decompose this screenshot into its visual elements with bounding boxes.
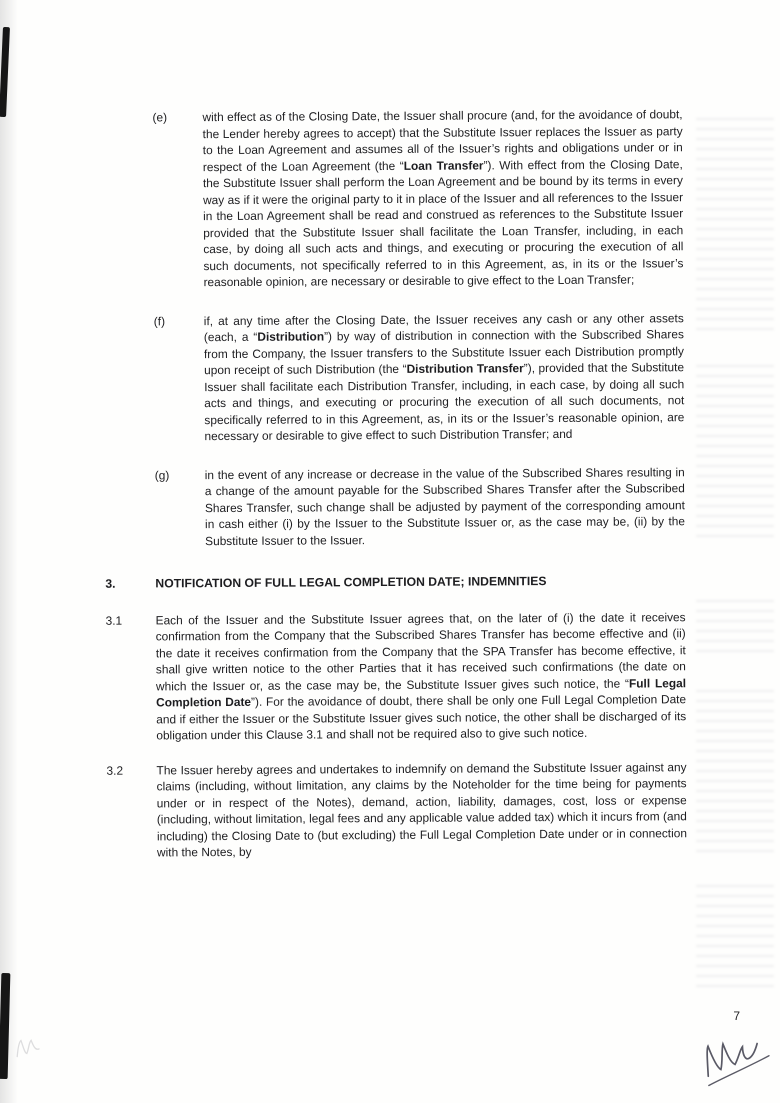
text-segment: if, at any time after the Closing Date, the Issuer receives any cash or any other assets (each, a “ [203, 310, 684, 345]
section-number: 3. [105, 576, 116, 591]
list-item-label: (e) [152, 110, 168, 125]
list-item-e [152, 106, 683, 291]
list-item-g [155, 464, 685, 550]
pencil-mark [9, 1031, 49, 1068]
page-number: 7 [733, 1009, 740, 1023]
defined-term: Distribution [257, 329, 325, 344]
clause-number: 3.2 [106, 763, 124, 778]
list-item-label: (g) [154, 467, 170, 482]
clause-text [156, 759, 687, 861]
scan-artifact-bottom-left [0, 973, 10, 1079]
section-heading [105, 572, 685, 592]
text-segment: in the event of any increase or decrease in the value of the Subscribed Shares resulting in a change of the amount payable for the Subscribed Shares Transfer after the Subscribed Shares Transfer, such change shall be adjusted by payment of the corresponding amount in cash either (i) by the Issuer to the Substitute Issuer or, as the case may be, (ii) by the Substitute Issuer to the Issuer. [204, 464, 686, 548]
defined-term: Distribution Transfer [406, 361, 524, 376]
clause-number: 3.1 [105, 613, 123, 628]
text-segment: ”), provided that the Substitute Issuer shall facilitate each Distribution Transfer, including, in each case, by doing all such acts and things, and executing or procuring the execution of all such documents, not specifically referred to in this Agreement, as, in its or the Issuer’s reasonable opinion, are necessary or desirable to give effect to such Distribution Transfer; and [204, 360, 685, 444]
clause-3-1 [106, 609, 687, 745]
text-segment: Each of the Issuer and the Substitute Issuer agrees that, on the later of (i) the date it receives confirmation from the Company that the Subscribed Shares Transfer has become effective and (ii) the date it receives confirmation from the Company that the SPA Transfer has become effective, it shall give written notice to the other Parties that it has received such confirmations (the date on which the Issuer or, as the case may be, the Substitute Issuer gives such notice, the “ [155, 609, 686, 693]
defined-term: Loan Transfer [403, 157, 484, 173]
text-segment: with effect as of the Closing Date, the Issuer shall procure (and, for the avoidance of doubt, the Lender hereby agrees to accept) that the Substitute Issuer replaces the Issuer as party to the Loan Agreement and assumes all of the Issuer’s rights and obligations under or in respect of the Loan Agreement (the “ [202, 107, 683, 174]
text-segment: ”). For the avoidance of doubt, there shall be only one Full Legal Completion Date and if either the Issuer or the Substitute Issuer gives such notice, the other shall be discharged of its obligation under this Clause 3.1 and shall not be required also to give such notice. [156, 692, 687, 743]
clause-text [156, 609, 687, 744]
list-item-label: (f) [153, 313, 166, 328]
list-item-text [205, 464, 685, 549]
list-item-text [204, 310, 685, 445]
text-segment: ”). With effect from the Closing Date, the Substitute Issuer shall perform the Loan Agreement and be bound by its terms in every way as if it were the original party to it in place of the Issuer and all references to the Issuer in the Loan Agreement shall be read and construed as references to the Substitute Issuer provided that the Substitute Issuer shall facilitate the Loan Transfer, including, in each case, by doing all such acts and things, and executing or procuring the execution of all such documents, not specifically referred to in this Agreement, as, in its or the Issuer’s reasonable opinion, are necessary or desirable to give effect to the Loan Transfer; [202, 156, 684, 290]
text-segment: ”) by way of distribution in connection with the Subscribed Shares from the Company, the Issuer transfers to the Substitute Issuer each Distribution promptly upon receipt of such Distribution (the “ [203, 327, 685, 378]
defined-term: Full Legal Completion Date [156, 675, 687, 710]
list-item-text [202, 106, 683, 290]
text-segment: The Issuer hereby agrees and undertakes to indemnify on demand the Substitute Issuer against any claims (including, without limitation, any claims by the Noteholder for the time being for payments under or in respect of the Notes), demand, action, liability, damages, cost, loss or expense (including, without limitation, legal fees and any applicable value added tax) which it incurs from (and including) the Closing Date to (but excluding) the Full Legal Completion Date under or in connection with the Notes, by [156, 759, 687, 860]
handwritten-initials [693, 1021, 779, 1099]
list-item-f [154, 310, 685, 445]
bleed-through-text [696, 885, 774, 995]
clause-3-2 [106, 759, 687, 862]
section-title: NOTIFICATION OF FULL LEGAL COMPLETION DATE; INDEMNITIES [155, 574, 547, 591]
